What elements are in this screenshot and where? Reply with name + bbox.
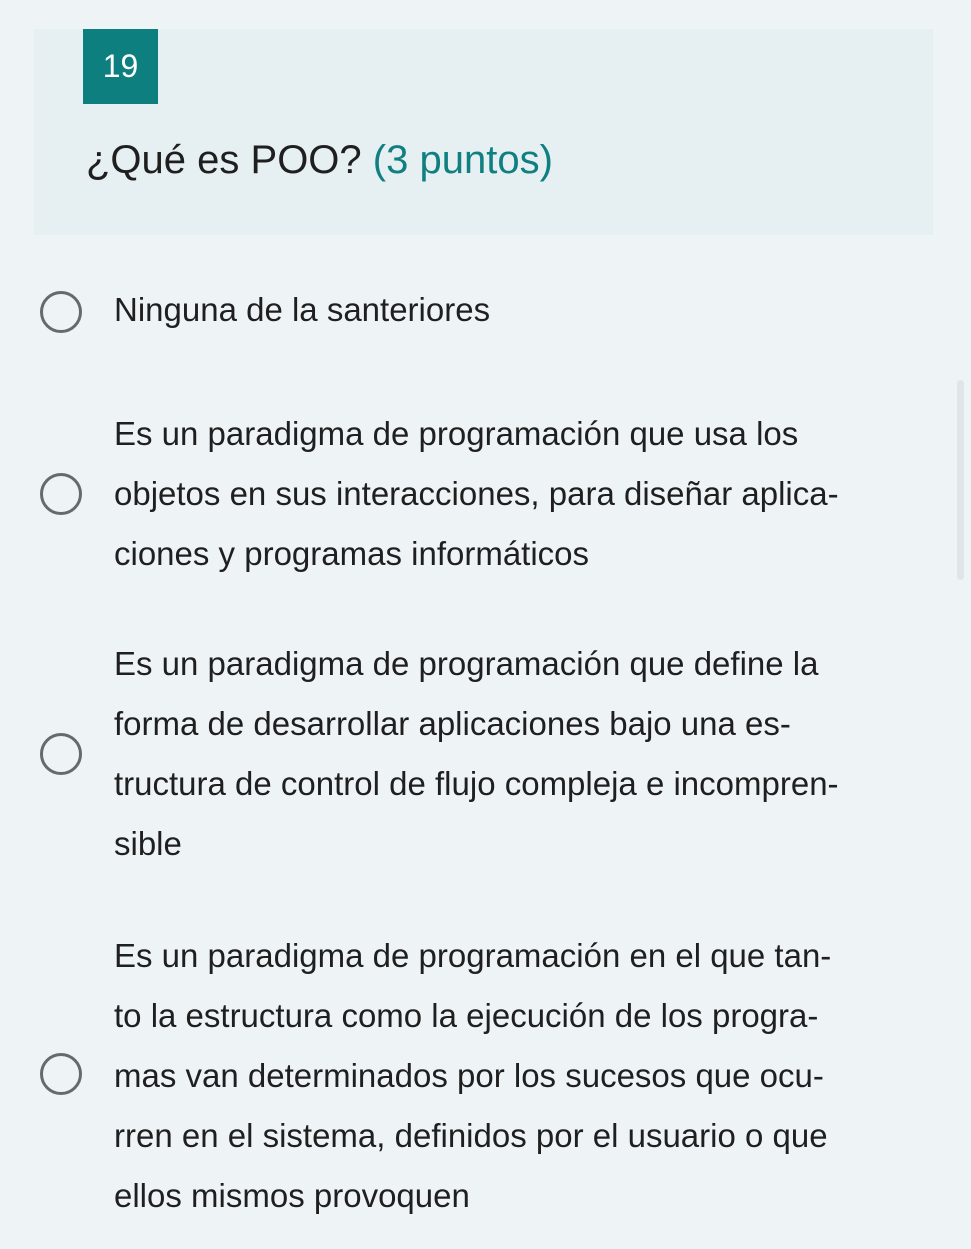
- question-title: [86, 135, 553, 185]
- scrollbar[interactable]: [957, 380, 964, 580]
- option-4-label: Es un paradigma de programación en el que tan- to la estructura como la ejecución de los progra- mas van determinados por los sucesos que ocu- rren en el sistema, definidos por el usuario o que ellos mismos provoquen: [114, 937, 832, 1214]
- radio-button-option-4[interactable]: [40, 1053, 82, 1095]
- question-number-badge: 19: [83, 29, 158, 104]
- question-text: ¿Qué es POO?: [86, 138, 362, 182]
- answer-option-2[interactable]: [0, 404, 971, 584]
- question-points: (3 puntos): [372, 138, 553, 182]
- option-2-label: Es un paradigma de programación que usa los objetos en sus interacciones, para diseñar aplica- ciones y programas informáticos: [114, 415, 839, 572]
- answer-option-4[interactable]: [0, 926, 971, 1226]
- option-1-label: Ninguna de la santeriores: [114, 291, 491, 328]
- option-3-label: Es un paradigma de programación que define la forma de desarrollar aplicaciones bajo una es- tructura de control de flujo compleja e incompren- sible: [114, 645, 839, 862]
- radio-button-option-2[interactable]: [40, 473, 82, 515]
- question-header: [34, 29, 933, 235]
- answer-option-1[interactable]: [0, 282, 971, 342]
- radio-button-option-1[interactable]: [40, 291, 82, 333]
- radio-button-option-3[interactable]: [40, 733, 82, 775]
- answer-option-3[interactable]: [0, 634, 971, 874]
